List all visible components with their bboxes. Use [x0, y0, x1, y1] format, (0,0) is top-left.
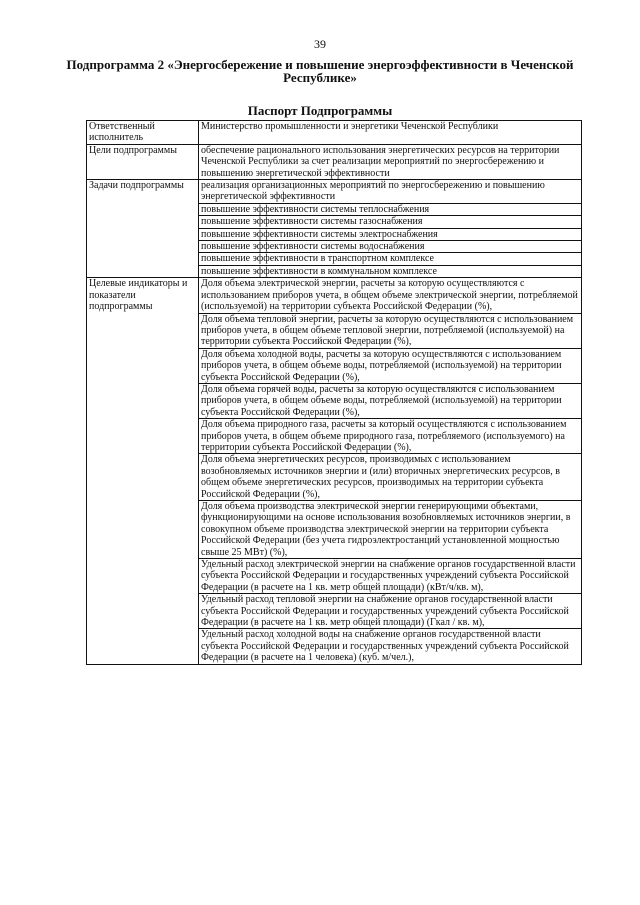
passport-row-value [199, 121, 582, 145]
passport-item: обеспечение рационального использования энергетических ресурсов на территории Чеченской Республики за счет реализации мероприятий по энергосбережению и повышению энергетической эффективности [201, 144, 560, 179]
passport-item: повышение эффективности в транспортном комплексе [199, 252, 581, 264]
passport-item: Доля объема холодной воды, расчеты за которую осуществляются с использованием приборов учета, в общем объеме воды, потребляемой (используемой) на территории субъекта Российской Федерации (%), [199, 348, 581, 383]
passport-item: Доля объема природного газа, расчеты за который осуществляются с использованием приборов учета, в общем объеме природного газа, потребляемого (используемого) на территории субъекта Российской Федерации (%), [199, 418, 581, 453]
passport-table-body [87, 121, 582, 665]
page-number: 39 [314, 37, 326, 51]
passport-item: Доля объема горячей воды, расчеты за которую осуществляются с использованием приборов учета, в общем объеме воды, потребляемой (используемой) на территории субъекта Российской Федерации (%), [199, 383, 581, 418]
passport-row [87, 144, 582, 179]
passport-row-label: Цели подпрограммы [87, 144, 199, 179]
passport-item: повышение эффективности системы водоснабжения [199, 240, 581, 252]
passport-table [86, 120, 582, 665]
passport-item: Удельный расход холодной воды на снабжение органов государственной власти субъекта Российской Федерации и государственных учреждений субъекта Российской Федерации (в расчете на 1 человека) (куб. м/чел.), [199, 628, 581, 663]
passport-item: реализация организационных мероприятий по энергосбережению и повышению энергетической эффективности [201, 180, 545, 203]
passport-row-value [199, 180, 582, 278]
passport-item: Доля объема тепловой энергии, расчеты за которую осуществляются с использованием приборов учета, в общем объеме тепловой энергии, потребляемой (используемой) на территории субъекта Российской Федерации (%), [199, 313, 581, 348]
page-title: Подпрограмма 2 «Энергосбережение и повышение энергоэффективности в Чеченской Республике» [66, 57, 574, 85]
passport-row-value [199, 144, 582, 179]
passport-row-label: Ответственный исполнитель [87, 121, 199, 145]
passport-item: повышение эффективности системы теплоснабжения [199, 203, 581, 215]
passport-item: повышение эффективности в коммунальном комплексе [199, 265, 581, 277]
passport-item: Удельный расход электрической энергии на снабжение органов государственной власти субъекта Российской Федерации и государственных учреждений субъекта Российской Федерации (в расчете на 1 кв. метр общей площади) (кВт/ч/кв. м), [199, 558, 581, 593]
passport-item: повышение эффективности системы электроснабжения [199, 228, 581, 240]
passport-row-label: Целевые индикаторы и показатели подпрограммы [87, 278, 199, 664]
passport-item: Удельный расход тепловой энергии на снабжение органов государственной власти субъекта Российской Федерации и государственных учреждений субъекта Российской Федерации (в расчете на 1 кв. метр общей площади) (Гкал / кв. м), [199, 593, 581, 628]
passport-item: Доля объема производства электрической энергии генерирующими объектами, функционирующими на основе использования возобновляемых источников энергии, в совокупном объеме производства электрической энергии на территории субъекта Российской Федерации (без учета гидроэлектростанций установленной мощностью свыше 25 МВт) (%), [199, 500, 581, 558]
passport-row [87, 278, 582, 664]
passport-item: Доля объема электрической энергии, расчеты за которую осуществляются с использованием приборов учета, в общем объеме электрической энергии, потребляемой (используемой) на территории субъекта Российской Федерации (%), [201, 278, 578, 313]
passport-item: повышение эффективности системы газоснабжения [199, 215, 581, 227]
passport-row-value [199, 278, 582, 664]
passport-row-label: Задачи подпрограммы [87, 180, 199, 278]
passport-item: Министерство промышленности и энергетики Чеченской Республики [201, 121, 499, 132]
passport-heading: Паспорт Подпрограммы [247, 103, 393, 118]
passport-row [87, 121, 582, 145]
passport-item: Доля объема энергетических ресурсов, производимых с использованием возобновляемых источников энергии и (или) вторичных энергетических ресурсов, в общем объеме энергетических ресурсов, производимых на территории субъекта Российской Федерации (%), [199, 453, 581, 500]
passport-row [87, 180, 582, 278]
